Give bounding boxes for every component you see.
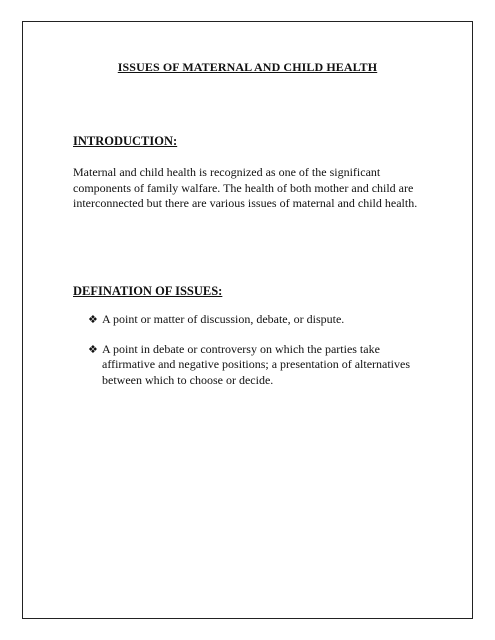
diamond-bullet-icon: ❖ [88,342,98,356]
bullet-text: A point in debate or controversy on which the parties take affirmative and negative positions; a presentation of alternatives between which to choose or decide. [102,341,411,387]
definition-heading: DEFINATION OF ISSUES: [73,284,223,298]
diamond-bullet-icon: ❖ [88,313,98,326]
introduction-paragraph: Maternal and child health is recognized as one of the significant components of family walfare. The health of both mother and child are interconnected but there are various issues of maternal and child health. [73,165,418,210]
list-item [88,342,418,389]
definition-bullet-list [88,312,418,402]
list-item [88,312,418,328]
bullet-text: A point or matter of discussion, debate, or dispute. [102,312,345,326]
document-title: ISSUES OF MATERNAL AND CHILD HEALTH [117,60,378,74]
introduction-heading: INTRODUCTION: [73,134,178,148]
